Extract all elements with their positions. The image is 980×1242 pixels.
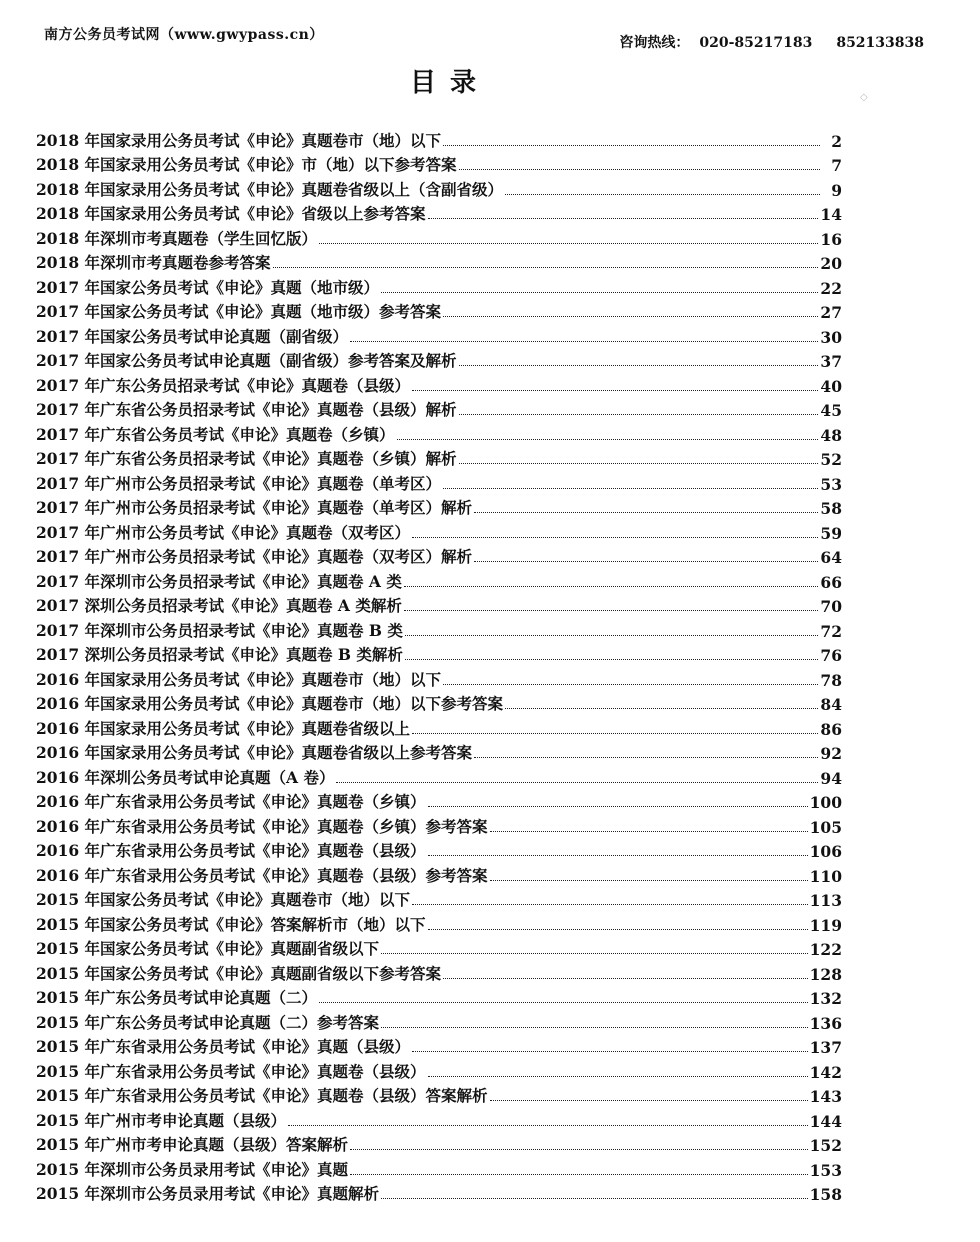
toc-entry-title: 2018 年国家录用公务员考试《申论》市（地）以下参考答案 <box>36 155 457 174</box>
toc-entry <box>36 935 842 960</box>
toc-entry-page: 122 <box>809 940 842 959</box>
toc-entry-page: 143 <box>809 1087 842 1106</box>
toc-entry-title: 2015 年广东公务员考试申论真题（二）参考答案 <box>36 1012 380 1032</box>
toc-entry-page: 16 <box>820 229 842 249</box>
toc-entry <box>36 1155 842 1180</box>
toc-leader-dots <box>428 855 808 856</box>
toc-entry-title: 2018 年国家录用公务员考试《申论》真题卷省级以上（含副省级） <box>36 179 504 199</box>
toc-leader-dots <box>350 1174 808 1175</box>
toc-entry-title: 2017 年国家公务员考试申论真题（副省级）参考答案及解析 <box>36 351 457 370</box>
toc-entry <box>36 175 842 200</box>
toc-entry-page: 100 <box>809 793 842 812</box>
toc-leader-dots <box>428 218 819 219</box>
toc-entry-page: 137 <box>809 1038 842 1057</box>
toc-entry-title: 2016 年国家录用公务员考试《申论》真题卷市（地）以下 <box>36 669 442 689</box>
toc-entry <box>36 1033 842 1058</box>
toc-entry-title: 2015 年广东省录用公务员考试《申论》真题卷（县级） <box>36 1061 426 1081</box>
toc-leader-dots <box>381 1027 808 1028</box>
toc-entry-title: 2015 年广州市考申论真题（县级）答案解析 <box>36 1135 349 1154</box>
toc-entry <box>36 837 842 862</box>
toc-entry-title: 2016 年国家录用公务员考试《申论》真题卷市（地）以下参考答案 <box>36 694 504 713</box>
hotline <box>609 32 924 52</box>
toc-entry <box>36 1008 842 1033</box>
toc-entry-page: 52 <box>820 450 842 469</box>
toc-entry-title: 2015 年国家公务员考试《申论》真题副省级以下 <box>36 939 380 958</box>
toc-leader-dots <box>443 316 818 317</box>
toc-entry <box>36 763 842 788</box>
toc-entry-title: 2016 年广东省录用公务员考试《申论》真题卷（乡镇） <box>36 792 426 811</box>
toc-entry-page: 119 <box>809 915 842 935</box>
toc-entry-title: 2016 年国家录用公务员考试《申论》真题卷省级以上参考答案 <box>36 743 473 762</box>
toc-entry <box>36 273 842 298</box>
toc-entry <box>36 494 842 519</box>
toc-entry <box>36 1131 842 1156</box>
toc-leader-dots <box>350 1149 808 1150</box>
toc-leader-dots <box>428 1076 808 1077</box>
toc-entry-page: 59 <box>820 523 842 543</box>
toc-entry-title: 2015 年广东省录用公务员考试《申论》真题卷（县级）答案解析 <box>36 1086 488 1105</box>
toc-entry-title: 2015 年国家公务员考试《申论》答案解析市（地）以下 <box>36 914 426 934</box>
toc-leader-dots <box>474 757 818 758</box>
toc-entry <box>36 886 842 911</box>
toc-entry-title: 2016 年国家录用公务员考试《申论》真题卷省级以上 <box>36 718 411 738</box>
toc-leader-dots <box>350 341 818 342</box>
toc-entry-page: 84 <box>820 695 842 714</box>
toc-entry-title: 2015 年广州市考申论真题（县级） <box>36 1110 287 1130</box>
toc-entry-title: 2016 年广东省录用公务员考试《申论》真题卷（乡镇）参考答案 <box>36 816 488 836</box>
toc-entry <box>36 788 842 813</box>
toc-entry <box>36 739 842 764</box>
toc-leader-dots <box>405 635 818 636</box>
toc-entry-page: 7 <box>831 156 842 175</box>
toc-entry-page: 45 <box>820 401 842 420</box>
toc-entry-page: 37 <box>820 352 842 371</box>
toc-leader-dots <box>459 414 819 415</box>
toc-entry-title: 2017 年广东省公务员招录考试《申论》真题卷（县级）解析 <box>36 400 457 419</box>
toc-leader-dots <box>474 512 818 513</box>
scan-speck: ◇ <box>860 92 868 103</box>
toc-entry-title: 2016 年深圳公务员考试申论真题（A 卷） <box>36 767 335 787</box>
hotline-number-2: 852133838 <box>836 35 924 51</box>
toc-entry-page: 152 <box>809 1136 842 1155</box>
toc-leader-dots <box>443 145 820 146</box>
toc-entry-page: 128 <box>809 964 842 984</box>
toc-entry-page: 153 <box>809 1160 842 1180</box>
toc-entry-title: 2017 年广州市公务员招录考试《申论》真题卷（单考区） <box>36 473 442 493</box>
toc-entry-title: 2015 年深圳市公务员录用考试《申论》真题 <box>36 1159 349 1179</box>
toc-leader-dots <box>490 1100 808 1101</box>
toc-entry-page: 2 <box>831 131 842 151</box>
toc-leader-dots <box>459 463 819 464</box>
toc-entry-page: 72 <box>820 621 842 641</box>
toc-entry-page: 14 <box>820 205 842 224</box>
toc-entry-title: 2015 年国家公务员考试《申论》真题副省级以下参考答案 <box>36 963 442 983</box>
table-of-contents <box>36 126 842 1204</box>
toc-entry-page: 40 <box>820 376 842 396</box>
toc-entry <box>36 347 842 372</box>
toc-entry <box>36 445 842 470</box>
toc-leader-dots <box>397 439 819 440</box>
page-header <box>44 20 924 50</box>
toc-entry-page: 92 <box>820 744 842 763</box>
toc-entry <box>36 690 842 715</box>
toc-entry-page: 94 <box>820 768 842 788</box>
toc-entry-page: 66 <box>820 572 842 592</box>
toc-entry <box>36 861 842 886</box>
toc-leader-dots <box>404 586 819 587</box>
toc-entry-title: 2017 深圳公务员招录考试《申论》真题卷 A 类解析 <box>36 596 402 615</box>
toc-entry-title: 2017 年广州市公务员招录考试《申论》真题卷（双考区）解析 <box>36 547 473 566</box>
toc-entry-page: 53 <box>820 474 842 494</box>
toc-entry-title: 2017 年国家公务员考试申论真题（副省级） <box>36 326 349 346</box>
toc-leader-dots <box>381 292 818 293</box>
toc-entry <box>36 469 842 494</box>
toc-entry <box>36 665 842 690</box>
toc-leader-dots <box>412 537 818 538</box>
toc-entry-title: 2018 年国家录用公务员考试《申论》省级以上参考答案 <box>36 204 426 223</box>
toc-leader-dots <box>405 659 818 660</box>
toc-leader-dots <box>443 978 808 979</box>
toc-entry-title: 2017 深圳公务员招录考试《申论》真题卷 B 类解析 <box>36 645 403 664</box>
toc-entry-page: 132 <box>809 989 842 1008</box>
toc-entry-title: 2015 年广东公务员考试申论真题（二） <box>36 988 318 1007</box>
toc-entry-page: 142 <box>809 1062 842 1082</box>
toc-entry-title: 2017 年广州市公务员招录考试《申论》真题卷（单考区）解析 <box>36 498 473 517</box>
toc-leader-dots <box>490 831 808 832</box>
hotline-number-1: 020-85217183 <box>699 35 813 51</box>
toc-leader-dots <box>404 610 819 611</box>
site-name: 南方公务员考试网（www.gwypass.cn） <box>44 27 324 43</box>
toc-entry-page: 113 <box>809 891 842 910</box>
toc-entry <box>36 567 842 592</box>
toc-leader-dots <box>381 953 808 954</box>
toc-entry-page: 76 <box>820 646 842 665</box>
toc-entry <box>36 518 842 543</box>
toc-leader-dots <box>428 929 808 930</box>
toc-leader-dots <box>443 684 818 685</box>
toc-entry-page: 70 <box>820 597 842 616</box>
toc-entry-page: 9 <box>831 180 842 200</box>
toc-entry <box>36 224 842 249</box>
toc-entry <box>36 641 842 666</box>
toc-entry-title: 2018 年深圳市考真题卷参考答案 <box>36 253 271 272</box>
toc-entry-page: 27 <box>820 303 842 322</box>
toc-entry <box>36 959 842 984</box>
toc-leader-dots <box>412 733 818 734</box>
toc-leader-dots <box>443 488 818 489</box>
toc-entry <box>36 1106 842 1131</box>
toc-entry-page: 144 <box>809 1111 842 1131</box>
toc-leader-dots <box>459 365 819 366</box>
toc-leader-dots <box>319 1002 808 1003</box>
toc-entry <box>36 1180 842 1205</box>
toc-entry <box>36 714 842 739</box>
toc-entry-page: 106 <box>809 842 842 861</box>
toc-entry <box>36 322 842 347</box>
toc-entry-title: 2017 年深圳市公务员招录考试《申论》真题卷 B 类 <box>36 620 403 640</box>
toc-entry-page: 64 <box>820 548 842 567</box>
toc-entry-page: 22 <box>820 278 842 298</box>
toc-entry <box>36 592 842 617</box>
toc-entry-page: 30 <box>820 327 842 347</box>
toc-entry-title: 2017 年深圳市公务员招录考试《申论》真题卷 A 类 <box>36 571 402 591</box>
toc-entry-title: 2018 年国家录用公务员考试《申论》真题卷市（地）以下 <box>36 130 442 150</box>
toc-entry-title: 2017 年广州市公务员考试《申论》真题卷（双考区） <box>36 522 411 542</box>
toc-entry <box>36 371 842 396</box>
toc-entry-page: 48 <box>820 425 842 445</box>
toc-leader-dots <box>288 1125 808 1126</box>
toc-leader-dots <box>412 1051 808 1052</box>
toc-entry-title: 2017 年广东公务员招录考试《申论》真题卷（县级） <box>36 375 411 395</box>
hotline-label: 咨询热线： <box>619 35 690 51</box>
toc-leader-dots <box>412 390 818 391</box>
toc-entry-page: 86 <box>820 719 842 739</box>
toc-leader-dots <box>319 243 818 244</box>
toc-leader-dots <box>474 561 818 562</box>
toc-leader-dots <box>428 806 808 807</box>
toc-entry-title: 2018 年深圳市考真题卷（学生回忆版） <box>36 228 318 248</box>
toc-leader-dots <box>412 904 808 905</box>
toc-leader-dots <box>459 169 820 170</box>
toc-entry-title: 2017 年国家公务员考试《申论》真题（地市级） <box>36 277 380 297</box>
toc-leader-dots <box>505 194 820 195</box>
toc-entry-title: 2015 年国家公务员考试《申论》真题卷市（地）以下 <box>36 890 411 909</box>
toc-entry-title: 2015 年深圳市公务员录用考试《申论》真题解析 <box>36 1184 380 1203</box>
toc-entry-page: 136 <box>809 1013 842 1033</box>
toc-entry <box>36 1082 842 1107</box>
toc-leader-dots <box>505 708 818 709</box>
toc-entry <box>36 543 842 568</box>
toc-entry-page: 158 <box>809 1185 842 1204</box>
toc-leader-dots <box>490 880 808 881</box>
toc-leader-dots <box>273 267 819 268</box>
toc-entry <box>36 396 842 421</box>
toc-entry <box>36 200 842 225</box>
toc-entry-title: 2017 年国家公务员考试《申论》真题（地市级）参考答案 <box>36 302 442 321</box>
toc-entry-page: 20 <box>820 254 842 273</box>
toc-entry-title: 2016 年广东省录用公务员考试《申论》真题卷（县级） <box>36 841 426 860</box>
toc-leader-dots <box>381 1198 808 1199</box>
toc-entry-page: 105 <box>809 817 842 837</box>
toc-entry-page: 110 <box>809 866 842 886</box>
toc-entry-title: 2017 年广东省公务员招录考试《申论》真题卷（乡镇）解析 <box>36 449 457 468</box>
toc-entry-page: 78 <box>820 670 842 690</box>
page-title: 目录 <box>409 68 490 98</box>
toc-entry <box>36 1057 842 1082</box>
toc-leader-dots <box>336 782 818 783</box>
toc-entry <box>36 151 842 176</box>
toc-entry-title: 2017 年广东省公务员考试《申论》真题卷（乡镇） <box>36 424 395 444</box>
toc-entry <box>36 420 842 445</box>
toc-entry <box>36 126 842 151</box>
toc-entry-page: 58 <box>820 499 842 518</box>
toc-entry <box>36 298 842 323</box>
toc-entry <box>36 249 842 274</box>
toc-entry-title: 2015 年广东省录用公务员考试《申论》真题（县级） <box>36 1037 411 1056</box>
toc-entry <box>36 616 842 641</box>
toc-entry <box>36 984 842 1009</box>
toc-entry <box>36 812 842 837</box>
toc-entry <box>36 910 842 935</box>
toc-entry-title: 2016 年广东省录用公务员考试《申论》真题卷（县级）参考答案 <box>36 865 488 885</box>
